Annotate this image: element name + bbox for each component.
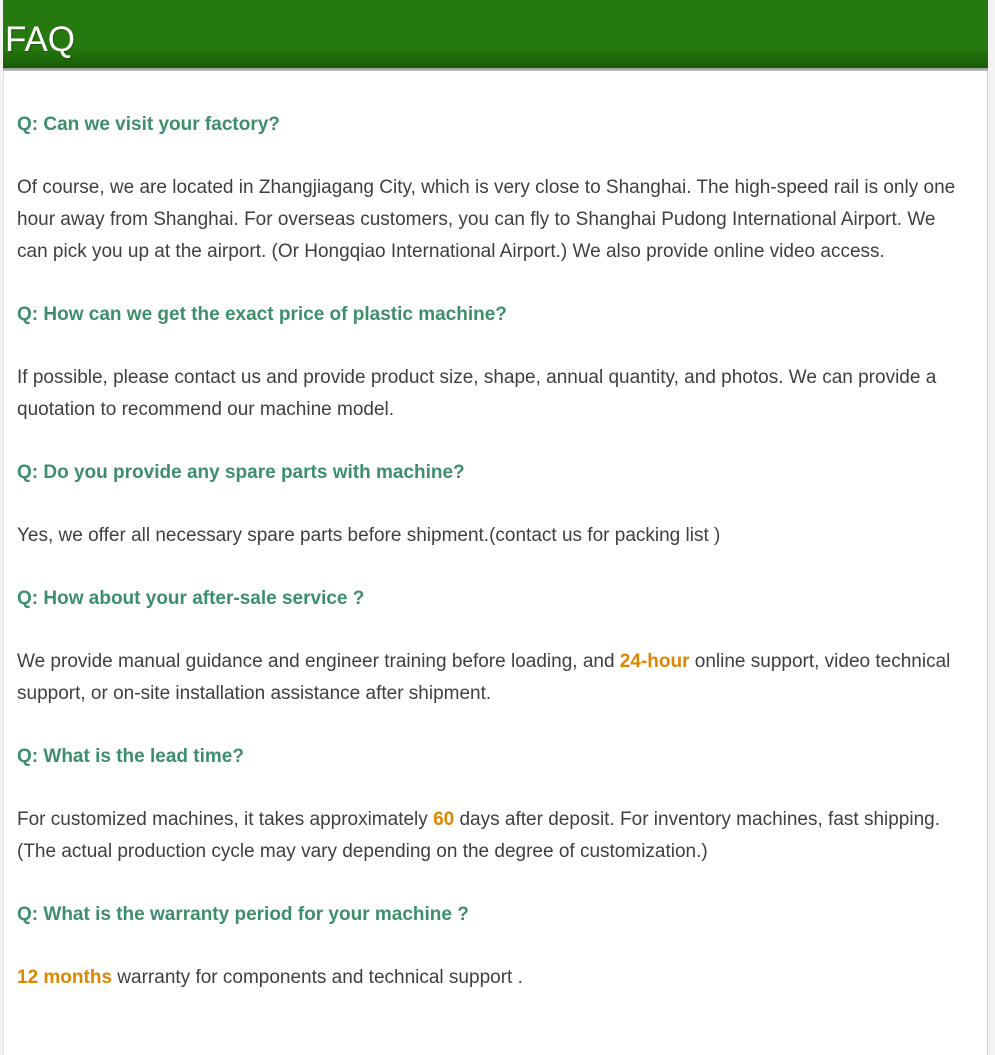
faq-answer: [17, 362, 970, 426]
faq-answer: [17, 172, 970, 268]
answer-text: online support, video technical support, or on-site installation assistance after shipment.: [17, 651, 951, 704]
answer-highlighted-text: 12 months: [17, 967, 113, 988]
faq-answer: [17, 804, 970, 868]
answer-text: warranty for components and technical support .: [112, 967, 523, 988]
faq-answer: [17, 646, 970, 710]
faq-question: Q: What is the warranty period for your machine ?: [17, 904, 469, 925]
faq-answer: [17, 962, 970, 994]
faq-question: Q: How about your after-sale service ?: [17, 588, 365, 609]
answer-text: If possible, please contact us and provide product size, shape, annual quantity, and photos. We can provide a quotation to recommend our machine model.: [17, 367, 937, 420]
answer-text: days after deposit. For inventory machines, fast shipping. (The actual production cycle may vary depending on the degree of customization.): [17, 809, 941, 862]
faq-question: Q: Do you provide any spare parts with machine?: [17, 462, 465, 483]
answer-text: For customized machines, it takes approximately: [17, 809, 434, 830]
answer-text: Yes, we offer all necessary spare parts before shipment.(contact us for packing list ): [17, 525, 721, 546]
faq-question: Q: Can we visit your factory?: [17, 114, 280, 135]
faq-question: Q: How can we get the exact price of plastic machine?: [17, 304, 507, 325]
faq-header-bar: [3, 0, 988, 68]
answer-text: Of course, we are located in Zhangjiagang City, which is very close to Shanghai. The high-speed rail is only one hour away from Shanghai. For overseas customers, you can fly to Shanghai Pudong International Airport. We can pick you up at the airport. (Or Hongqiao International Airport.) We also provide online video access.: [17, 177, 956, 262]
faq-answer: [17, 520, 970, 552]
faq-content: [3, 71, 988, 1055]
answer-highlighted-text: 24-hour: [619, 651, 690, 672]
faq-question: Q: What is the lead time?: [17, 746, 244, 767]
answer-highlighted-text: 60: [433, 809, 455, 830]
page-title: FAQ: [5, 20, 76, 59]
faq-list: [17, 109, 970, 994]
answer-text: We provide manual guidance and engineer training before loading, and: [17, 651, 620, 672]
faq-page: [3, 0, 988, 1055]
